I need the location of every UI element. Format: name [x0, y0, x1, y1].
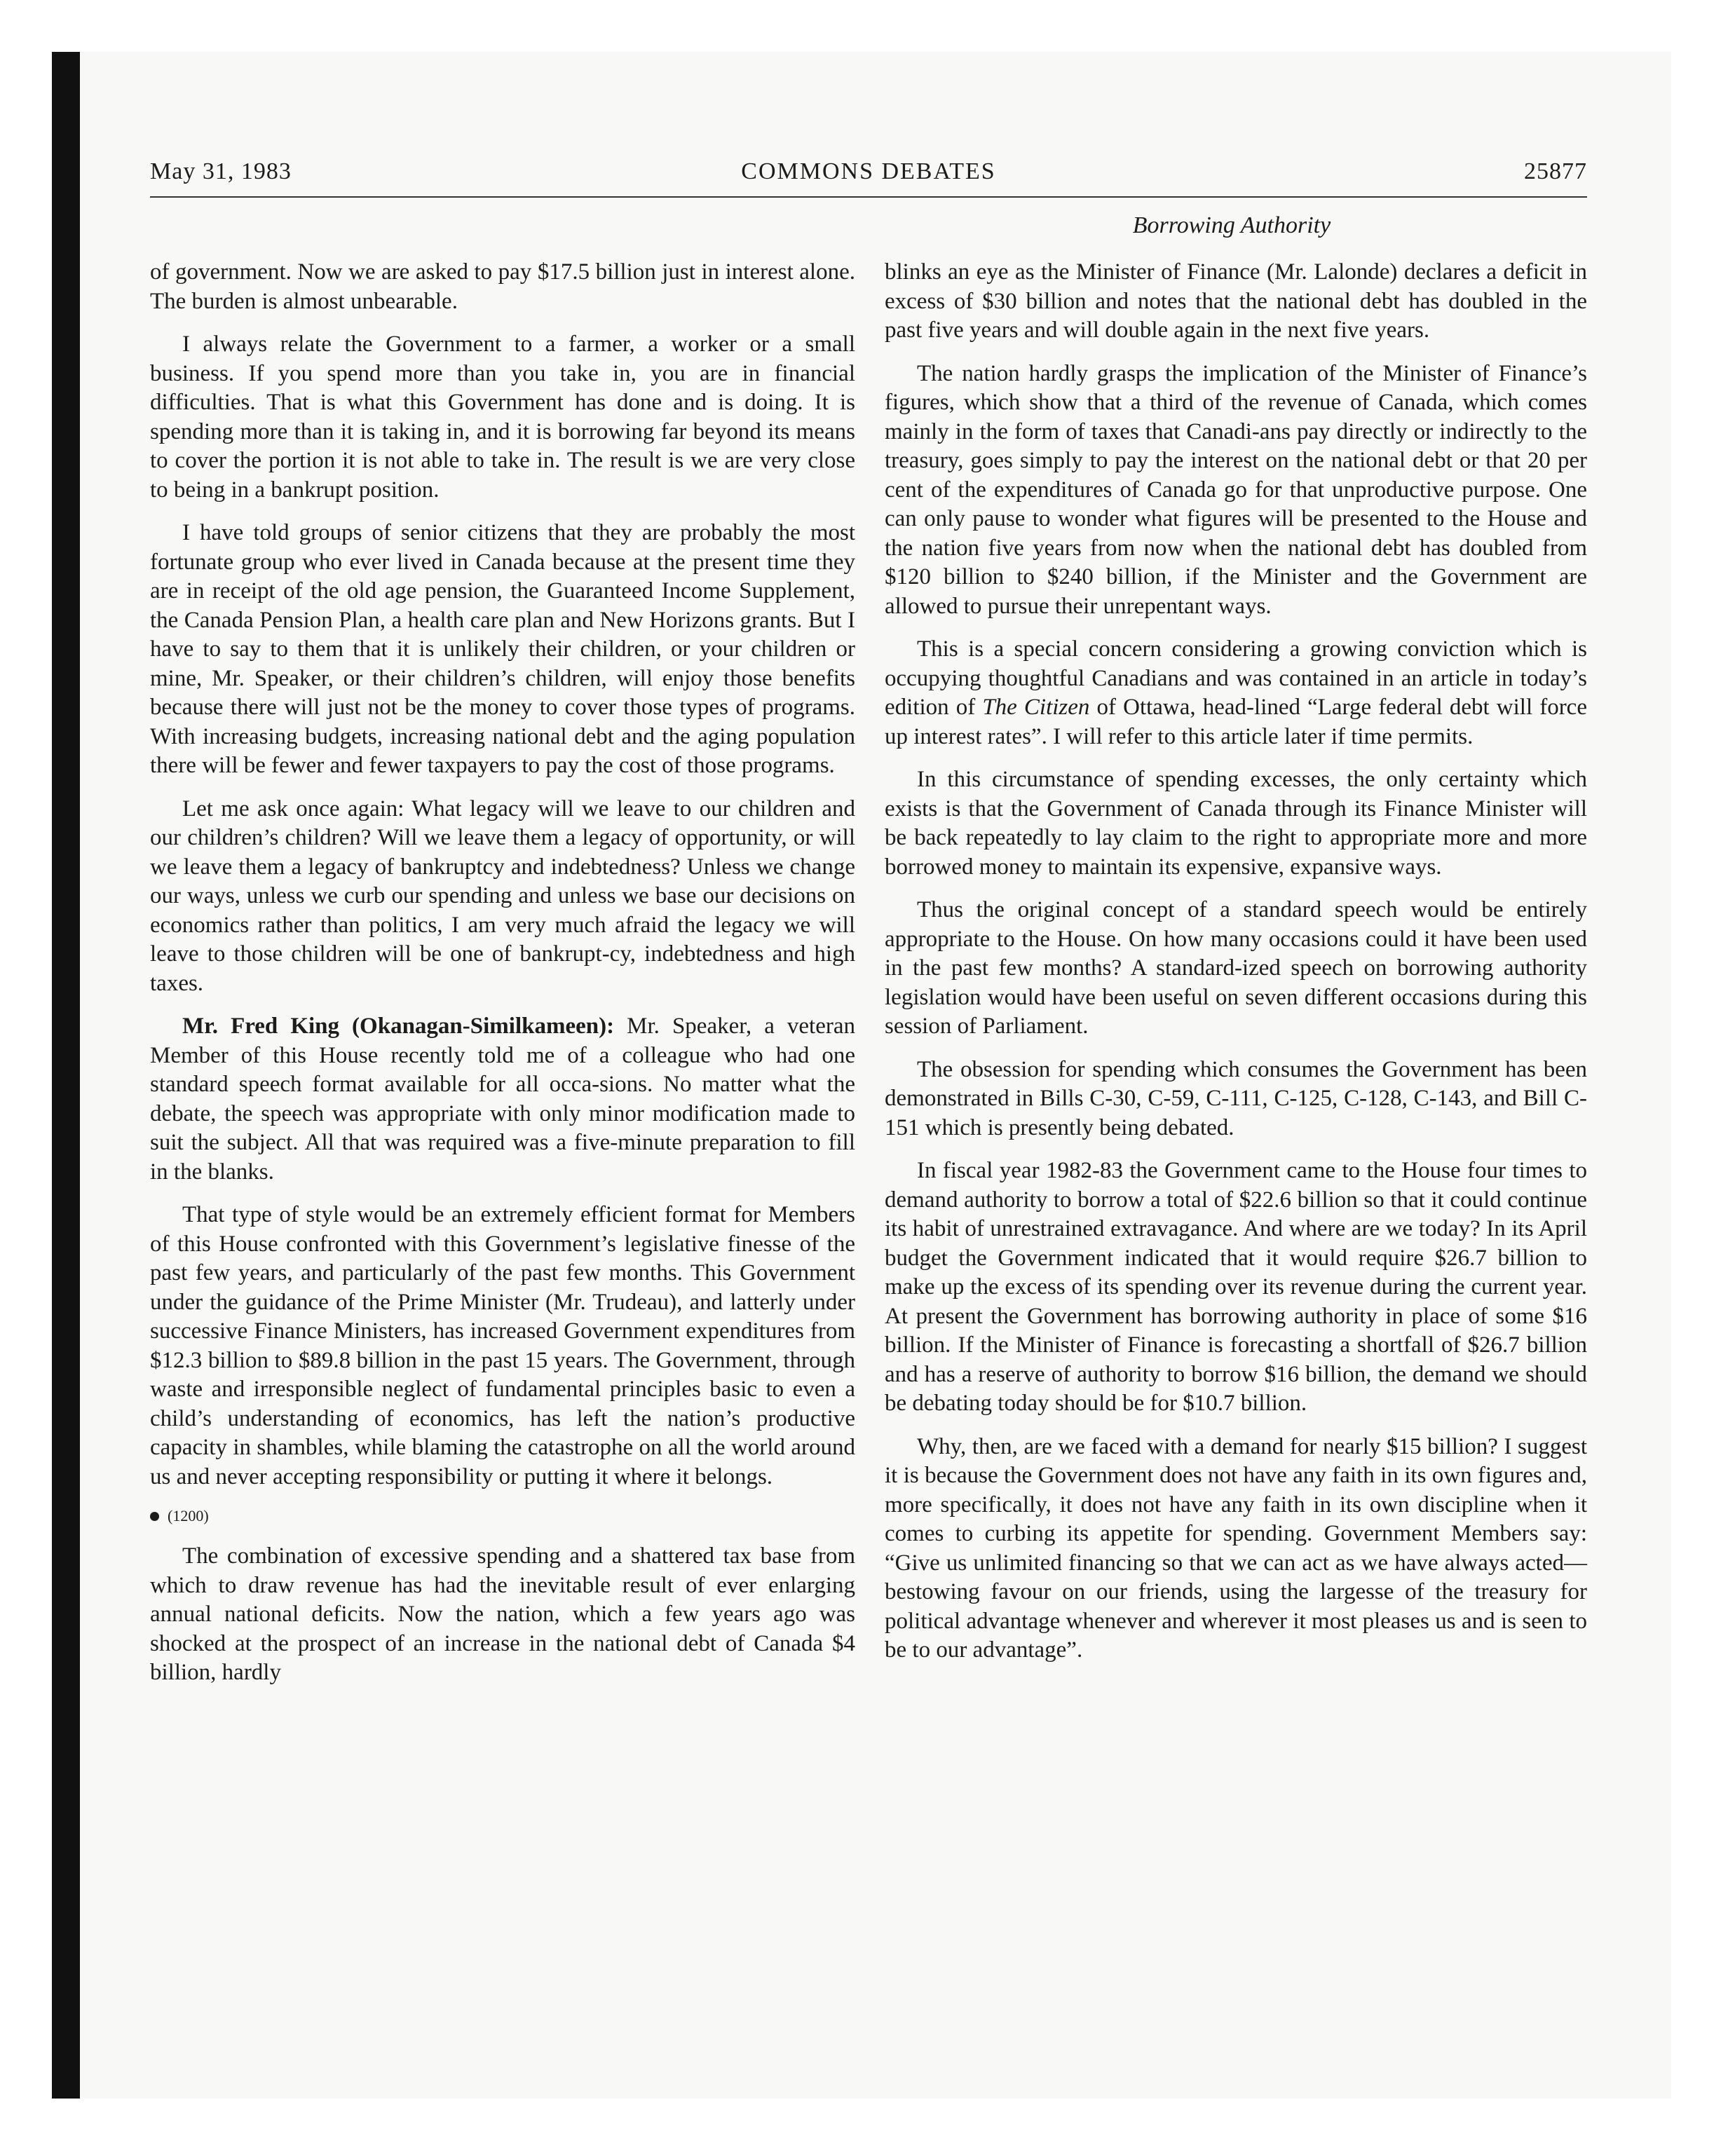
header-title: COMMONS DEBATES [741, 158, 996, 184]
paragraph-text: This is a special concern considering a growing conviction which is occupying thoughtful Canadians and was contained in an article in today’s edition of [885, 636, 1587, 720]
paragraph: In fiscal year 1982-83 the Government came to the House four times to demand authority to borrow a total of $22.6 billion so that it could continue its habit of unrestrained extravagance. And where are we today? In its April budget the Government indicated that it would require $26.7 billion to make up the excess of its spending over its revenue during the current year. At present the Government has borrowing authority in place of some $16 billion. If the Minister of Finance is forecasting a shortfall of $26.7 billion and has a reserve of authority to borrow $16 billion, the demand we should be debating today should be for $10.7 billion. [885, 1158, 1587, 1416]
paragraph: Why, then, are we faced with a demand for nearly $15 billion? I suggest it is because the Government does not have any faith in its own figures and, more specifically, it does not have any faith in its own discipline when it comes to curbing its appetite for spending. Government Members say: “Give us unlimited financing so that we can act as we have always acted—bestowing favour on our friends, using the largesse of the treasury for political advantage whenever and wherever it most pleases us and is seen to be to our advantage”. [885, 1433, 1587, 1663]
left-column [150, 258, 855, 1702]
speaker-paragraph [150, 1012, 855, 1187]
page-header [150, 158, 1587, 196]
paragraph: I always relate the Government to a farmer, a worker or a small business. If you spend more than you take in, you are in financial difficulties. That is what this Government has done and is doing. It is spending more than it is taking in, and it is borrowing far beyond its means to cover the portion it is not able to take in. The result is we are very close to being in a bankrupt position. [150, 332, 855, 503]
paragraph: The obsession for spending which consumes the Government has been demonstrated in Bills C-30, C-59, C-111, C-125, C-128, C-143, and Bill C-151 which is presently being debated. [885, 1056, 1587, 1140]
paragraph: blinks an eye as the Minister of Finance (Mr. Lalonde) declares a deficit in excess of $30 billion and notes that the national debt has doubled in the past five years and will double again in the next five years. [885, 259, 1587, 343]
header-date: May 31, 1983 [150, 158, 292, 184]
time-marker [150, 1506, 855, 1527]
paragraph: of government. Now we are asked to pay $17.5 billion just in interest alone. The burden is almost unbearable. [150, 259, 855, 314]
section-subheading: Borrowing Authority [1132, 212, 1331, 238]
speaker-name: Mr. Fred King (Okanagan-Similkameen): [182, 1014, 615, 1039]
header-rule [150, 196, 1587, 198]
paragraph: In this circumstance of spending excesses, the only certainty which exists is that the Government of Canada through its Finance Minister will be back repeatedly to lay claim to the right to appropriate more and more borrowed money to maintain its expensive, expansive ways. [885, 767, 1587, 880]
paragraph: That type of style would be an extremely efficient format for Members of this House confronted with this Government’s legislative finesse of the past few years, and particularly of the past few months. This Government under the guidance of the Prime Minister (Mr. Trudeau), and latterly under successive Finance Ministers, has increased Government expenditures from $12.3 billion to $89.8 billion in the past 15 years. The Government, through waste and irresponsible neglect of fundamental principles basic to even a child’s understanding of economics, has left the nation’s productive capacity in shambles, while blaming the catastrophe on all the world around us and never accepting responsibility or putting it where it belongs. [150, 1202, 855, 1489]
speech-text: Mr. Speaker, a veteran Member of this House recently told me of a colleague who had one standard speech format available for all occa-sions. No matter what the debate, the speech was appropriate with only minor modification made to suit the subject. All that was required was a five-minute preparation to fill in the blanks. [150, 1014, 856, 1185]
paragraph: The nation hardly grasps the implication of the Minister of Finance’s figures, which show that a third of the revenue of Canada, which comes mainly in the form of taxes that Canadi-ans pay directly or indirectly to the treasury, goes simply to pay the interest on the national debt or that 20 per cent of the expenditures of Canada go for that unproductive purpose. One can only pause to wonder what figures will be presented to the House and the nation five years from now when the national debt has doubled from $120 billion to $240 billion, if the Minister and the Government are allowed to pursue their unrepentant ways. [885, 360, 1587, 619]
bullet-icon [150, 1512, 159, 1521]
paragraph: Let me ask once again: What legacy will we leave to our children and our children’s children? Will we leave them a legacy of opportunity, or will we leave them a legacy of bankruptcy and indebtedness? Unless we change our ways, unless we curb our spending and unless we base our decisions on economics rather than politics, I am very much afraid the legacy we will leave to those children will be one of bankrupt-cy, indebtedness and high taxes. [150, 796, 855, 996]
paragraph [885, 635, 1587, 751]
newspaper-title: The Citizen [982, 695, 1090, 720]
paragraph: I have told groups of senior citizens that they are probably the most fortunate group who ever lived in Canada because at the present time they are in receipt of the old age pension, the Guaranteed Income Supplement, the Canada Pension Plan, a health care plan and New Horizons grants. But I have to say to them that it is unlikely their children, or your children or mine, Mr. Speaker, or their children’s children, will enjoy those benefits because there will just not be the money to cover those types of programs. With increasing budgets, increasing national debt and the aging population there will be fewer and fewer taxpayers to pay the cost of those programs. [150, 520, 855, 778]
paragraph: Thus the original concept of a standard speech would be entirely appropriate to the House. On how many occasions could it have been used in the past few months? A standard-ized speech on borrowing authority legislation would have been useful on seven different occasions during this session of Parliament. [885, 897, 1587, 1039]
paragraph-text: of Ottawa, head-lined “Large federal debt will force up interest rates”. I will refer to this article later if time permits. [885, 695, 1587, 749]
header-page-number: 25877 [1524, 158, 1587, 184]
right-column [885, 258, 1587, 1679]
scan-edge [52, 52, 80, 2099]
time-marker-text: (1200) [168, 1507, 209, 1524]
paragraph: The combination of excessive spending and a shattered tax base from which to draw revenue has had the inevitable result of ever enlarging annual national deficits. Now the nation, which a few years ago was shocked at the prospect of an increase in the national debt of Canada $4 billion, hardly [150, 1543, 855, 1685]
